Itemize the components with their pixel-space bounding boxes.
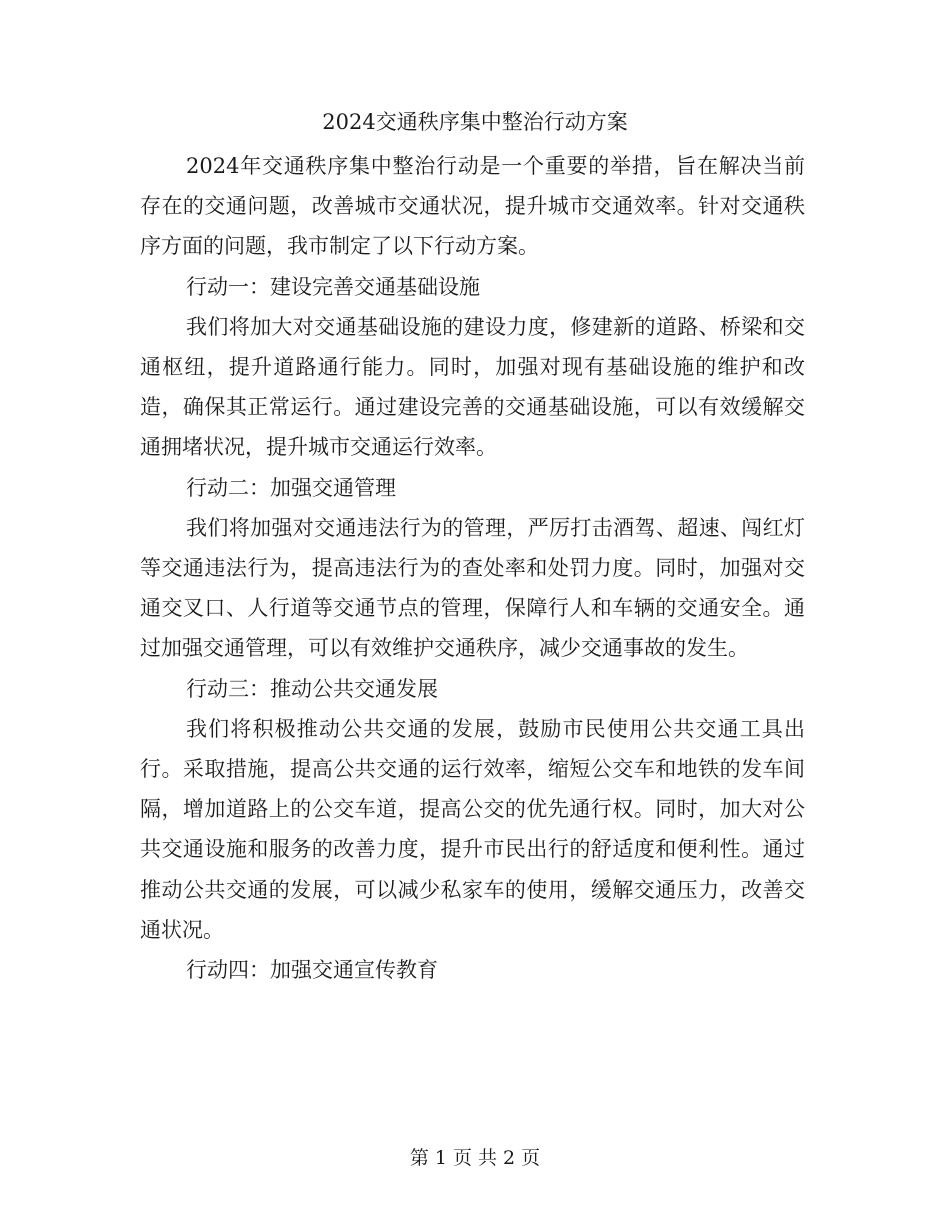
intro-paragraph: 2024年交通秩序集中整治行动是一个重要的举措，旨在解决当前存在的交通问题，改善城市交通状况，提升城市交通效率。针对交通秩序方面的问题，我市制定了以下行动方案。 (140, 154, 805, 259)
page-number-footer: 第 1 页 共 2 页 (409, 1147, 541, 1169)
document-body (140, 146, 805, 990)
section-heading-action-2: 行动二：加强交通管理 (186, 475, 396, 500)
section-heading-action-4: 行动四：加强交通宣传教育 (186, 958, 438, 983)
section-paragraph-action-1: 我们将加大对交通基础设施的建设力度，修建新的道路、桥梁和交通枢纽，提升道路通行能力。同时，加强对现有基础设施的维护和改造，确保其正常运行。通过建设完善的交通基础设施，可以有效缓解交通拥堵状况，提升城市交通运行效率。 (140, 314, 805, 460)
section-paragraph-action-2: 我们将加强对交通违法行为的管理，严厉打击酒驾、超速、闯红灯等交通违法行为，提高违法行为的查处率和处罚力度。同时，加强对交通交叉口、人行道等交通节点的管理，保障行人和车辆的交通安全。通过加强交通管理，可以有效维护交通秩序，减少交通事故的发生。 (140, 515, 805, 661)
document-title: 2024交通秩序集中整治行动方案 (322, 110, 628, 134)
section-paragraph-action-3: 我们将积极推动公共交通的发展，鼓励市民使用公共交通工具出行。采取措施，提高公共交通的运行效率，缩短公交车和地铁的发车间隔，增加道路上的公交车道，提高公交的优先通行权。同时，加大对公共交通设施和服务的改善力度，提升市民出行的舒适度和便利性。通过推动公共交通的发展，可以减少私家车的使用，缓解交通压力，改善交通状况。 (140, 716, 805, 942)
section-heading-action-3: 行动三：推动公共交通发展 (186, 676, 438, 701)
section-heading-action-1: 行动一：建设完善交通基础设施 (186, 274, 480, 299)
